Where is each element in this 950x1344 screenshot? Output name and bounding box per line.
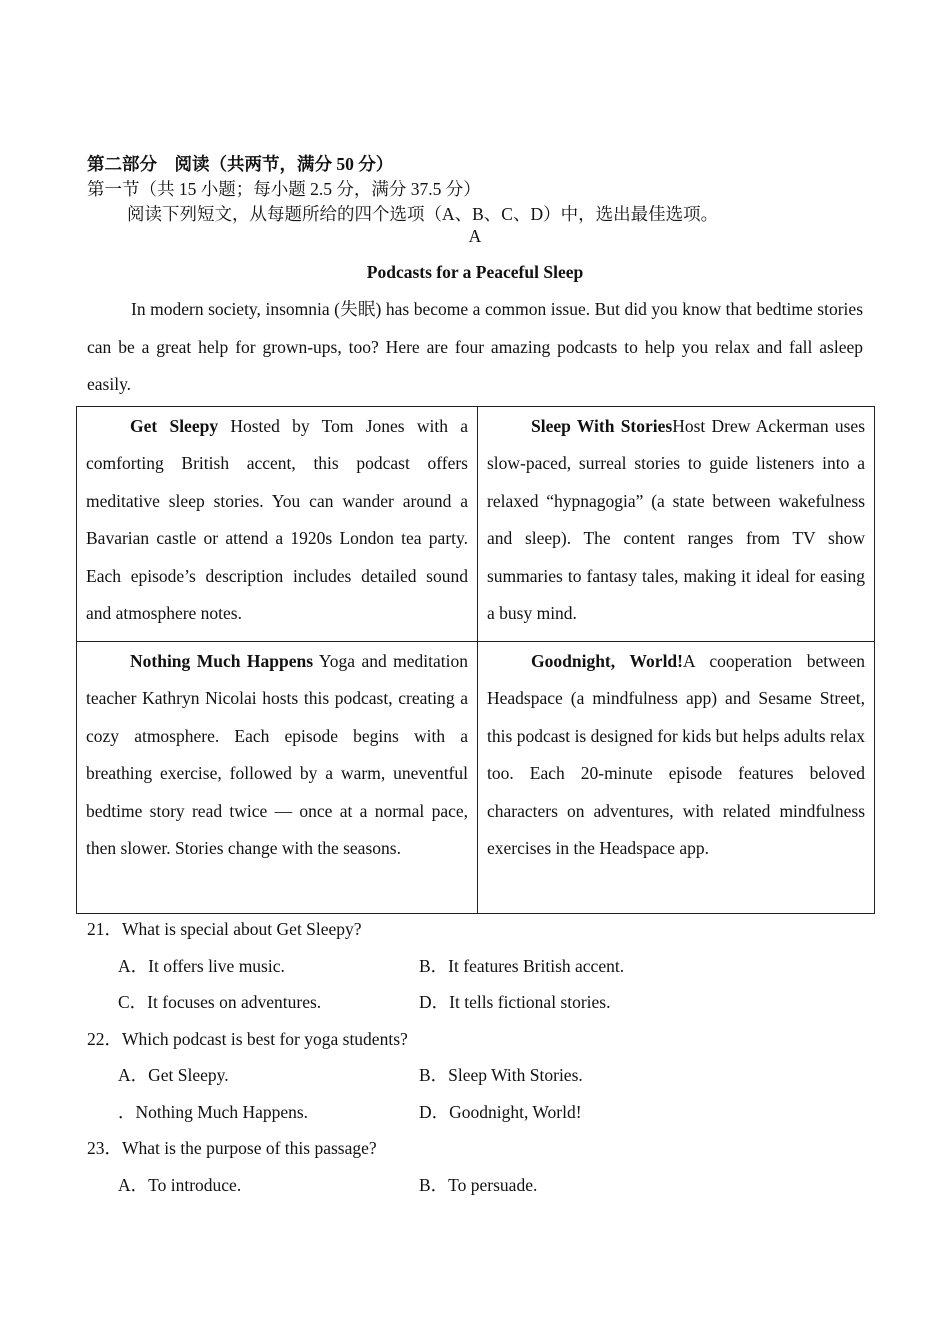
podcast-description: Host Drew Ackerman uses slow-paced, surreal stories to guide listeners into a relaxed “hypnagogia” (a state between wakefulness and sleep). The content ranges from TV show summaries to fantasy tales, making it ideal for easing a busy mind. xyxy=(487,416,866,624)
intro-paragraph: In modern society, insomnia (失眠) has become a common issue. But did you know that bedtime stories can be a great help for grown-ups, too? Here are four amazing podcasts to help you relax and fall asleep easily. xyxy=(87,299,863,394)
section-title: 第一节（共 15 小题；每小题 2.5 分，满分 37.5 分） xyxy=(87,179,481,199)
part-title: 第二部分 阅读（共两节，满分 50 分） xyxy=(87,154,394,174)
passage-title: Podcasts for a Peaceful Sleep xyxy=(366,262,584,282)
podcast-description: Hosted by Tom Jones with a comforting British accent, this podcast offers meditative sleep stories. You can wander around a Bavarian castle or attend a 1920s London tea party. Each episode’s description includes detailed sound and atmosphere notes. xyxy=(86,416,468,624)
podcast-cell-goodnight-world xyxy=(478,642,875,914)
podcast-name: Nothing Much Happens xyxy=(130,651,314,671)
podcast-cell-get-sleepy xyxy=(77,407,478,642)
question-22-stem: 22．Which podcast is best for yoga students? xyxy=(87,1029,408,1049)
instructions: 阅读下列短文，从每题所给的四个选项（A、B、C、D）中，选出最佳选项。 xyxy=(127,204,719,224)
podcast-name: Get Sleepy xyxy=(130,416,219,436)
question-23-option-a: A．To introduce. xyxy=(118,1175,242,1195)
podcast-description: A cooperation between Headspace (a mindfulness app) and Sesame Street, this podcast is designed for kids but helps adults relax too. Each 20-minute episode features beloved characters on adventures, with related mindfulness exercises in the Headspace app. xyxy=(487,651,865,859)
podcast-name: Goodnight, World! xyxy=(531,651,683,671)
question-21-option-a: A．It offers live music. xyxy=(118,956,285,976)
podcast-cell-nothing-much-happens xyxy=(77,642,478,914)
question-21-option-b: B．It features British accent. xyxy=(419,956,625,976)
passage-letter: A xyxy=(468,226,482,246)
question-23-stem: 23．What is the purpose of this passage? xyxy=(87,1138,377,1158)
question-21-stem: 21．What is special about Get Sleepy? xyxy=(87,919,362,939)
question-22-option-c: ．Nothing Much Happens. xyxy=(118,1102,309,1122)
question-21-option-d: D．It tells fictional stories. xyxy=(419,992,611,1012)
podcast-table xyxy=(76,406,875,914)
question-22-option-a: A．Get Sleepy. xyxy=(118,1065,229,1085)
question-23-option-b: B．To persuade. xyxy=(419,1175,538,1195)
podcast-name: Sleep With Stories xyxy=(531,416,673,436)
question-21-option-c: C．It focuses on adventures. xyxy=(118,992,322,1012)
question-22-option-b: B．Sleep With Stories. xyxy=(419,1065,583,1085)
podcast-description: Yoga and meditation teacher Kathryn Nicolai hosts this podcast, creating a cozy atmosphere. Each episode begins with a breathing exercise, followed by a warm, uneventful bedtime story read twice — once at a normal pace, then slower. Stories change with the seasons. xyxy=(86,651,468,859)
podcast-cell-sleep-with-stories xyxy=(478,407,875,642)
question-22-option-d: D．Goodnight, World! xyxy=(419,1102,582,1122)
